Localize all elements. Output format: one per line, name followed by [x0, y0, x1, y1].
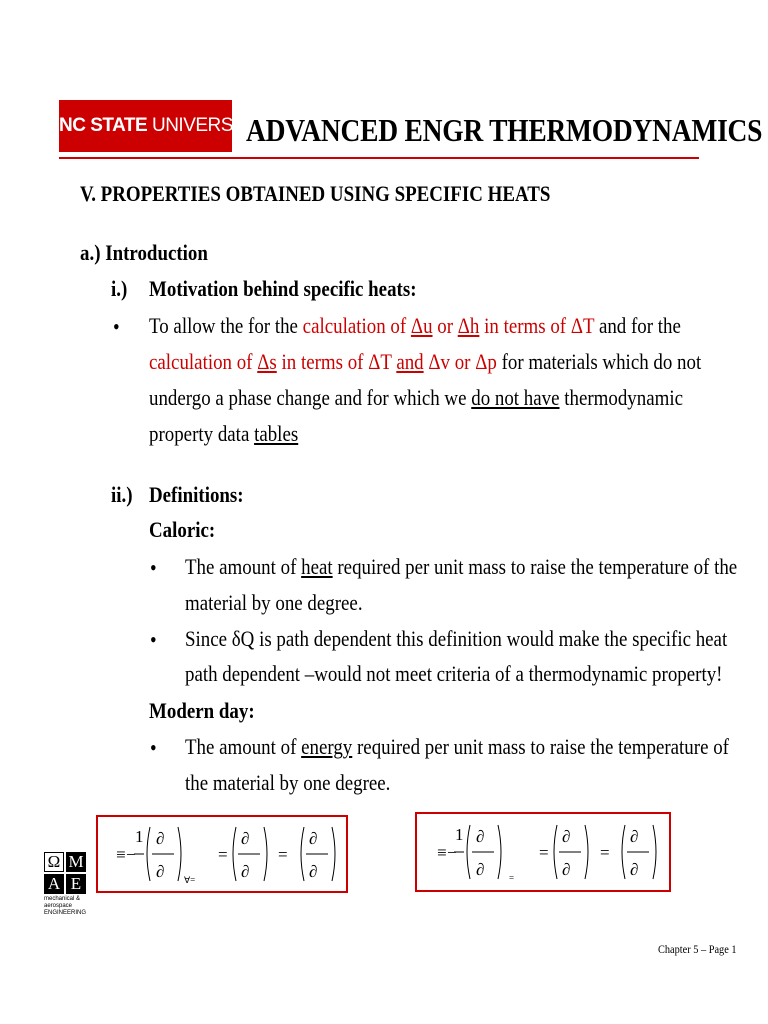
eq-right-equals-2: =	[600, 843, 610, 862]
eq-right-one: 1	[455, 825, 464, 844]
eq-left-subscript: ∀=	[184, 875, 196, 885]
caloric-line-3: Since δQ is path dependent this definition would make the specific heat	[185, 626, 728, 651]
intro-heading: a.) Introduction	[80, 240, 208, 265]
equation-right	[417, 814, 667, 888]
mae-tagline: mechanical & aerospace ENGINEERING	[44, 896, 87, 916]
eq-left-equiv: ≡	[116, 845, 126, 864]
caloric-heading: Caloric:	[149, 517, 216, 542]
sub-i-title: Motivation behind specific heats:	[149, 276, 417, 301]
eq-right-partial-top-2: ∂	[562, 827, 571, 846]
header-divider	[59, 157, 699, 159]
caloric-line-1: The amount of heat required per unit mass to raise the temperature of the	[185, 554, 738, 579]
eq-left-partial-bottom-2: ∂	[241, 862, 250, 881]
mae-letter-a: A	[44, 874, 64, 894]
eq-right-equiv: ≡	[437, 843, 447, 862]
section-heading: V. PROPERTIES OBTAINED USING SPECIFIC HEATS	[80, 181, 551, 206]
eq-right-subscript: =	[509, 873, 515, 883]
eq-left-equals-1: =	[218, 845, 228, 864]
intro-line-1: To allow the for the calculation of Δu or Δh in terms of ΔT and for the	[149, 313, 681, 338]
bullet-icon: •	[150, 735, 157, 760]
eq-left-partial-top-3: ∂	[309, 829, 318, 848]
caloric-line-2: material by one degree.	[185, 590, 363, 615]
intro-line-3: undergo a phase change and for which we do not have thermodynamic	[149, 385, 683, 410]
eq-left-partial-bottom-3: ∂	[309, 862, 318, 881]
mae-letter-e: E	[66, 874, 86, 894]
page-number: Chapter 5 – Page 1	[658, 942, 737, 956]
eq-right-minus: −	[447, 843, 457, 862]
page-title: ADVANCED ENGR THERMODYNAMICS	[246, 112, 763, 148]
sub-ii-label: ii.)	[111, 482, 133, 507]
bullet-icon: •	[150, 555, 157, 580]
nc-state-logo-text: NC STATE UNIVERSITY	[59, 115, 261, 136]
mae-logo	[44, 852, 86, 944]
bullet-icon: •	[113, 314, 120, 339]
eq-right-partial-top-3: ∂	[630, 827, 639, 846]
eq-right-equals-1: =	[539, 843, 549, 862]
eq-left-equals-2: =	[278, 845, 288, 864]
eq-left-one: 1	[135, 827, 144, 846]
eq-right-partial-top: ∂	[476, 827, 485, 846]
equation-underline-left	[96, 891, 346, 893]
eq-right-partial-bottom-2: ∂	[562, 860, 571, 879]
equation-left	[98, 817, 344, 889]
intro-line-4: property data tables	[149, 421, 299, 446]
caloric-line-4: path dependent –would not meet criteria of a thermodynamic property!	[185, 661, 723, 686]
definitions-title: Definitions:	[149, 482, 244, 507]
mae-letter-m: M	[66, 852, 86, 872]
eq-left-partial-bottom: ∂	[156, 862, 165, 881]
eq-left-partial-top: ∂	[156, 829, 165, 848]
eq-right-partial-bottom: ∂	[476, 860, 485, 879]
bullet-icon: •	[150, 627, 157, 652]
omega-icon: Ω	[44, 852, 64, 872]
intro-line-2: calculation of Δs in terms of ΔT and Δv or Δp for materials which do not	[149, 349, 702, 374]
modern-heading: Modern day:	[149, 698, 255, 723]
modern-line-2: the material by one degree.	[185, 770, 391, 795]
eq-right-partial-bottom-3: ∂	[630, 860, 639, 879]
modern-line-1: The amount of energy required per unit mass to raise the temperature of	[185, 734, 729, 759]
eq-left-partial-top-2: ∂	[241, 829, 250, 848]
sub-i-label: i.)	[111, 276, 128, 301]
eq-left-minus: −	[126, 845, 136, 864]
